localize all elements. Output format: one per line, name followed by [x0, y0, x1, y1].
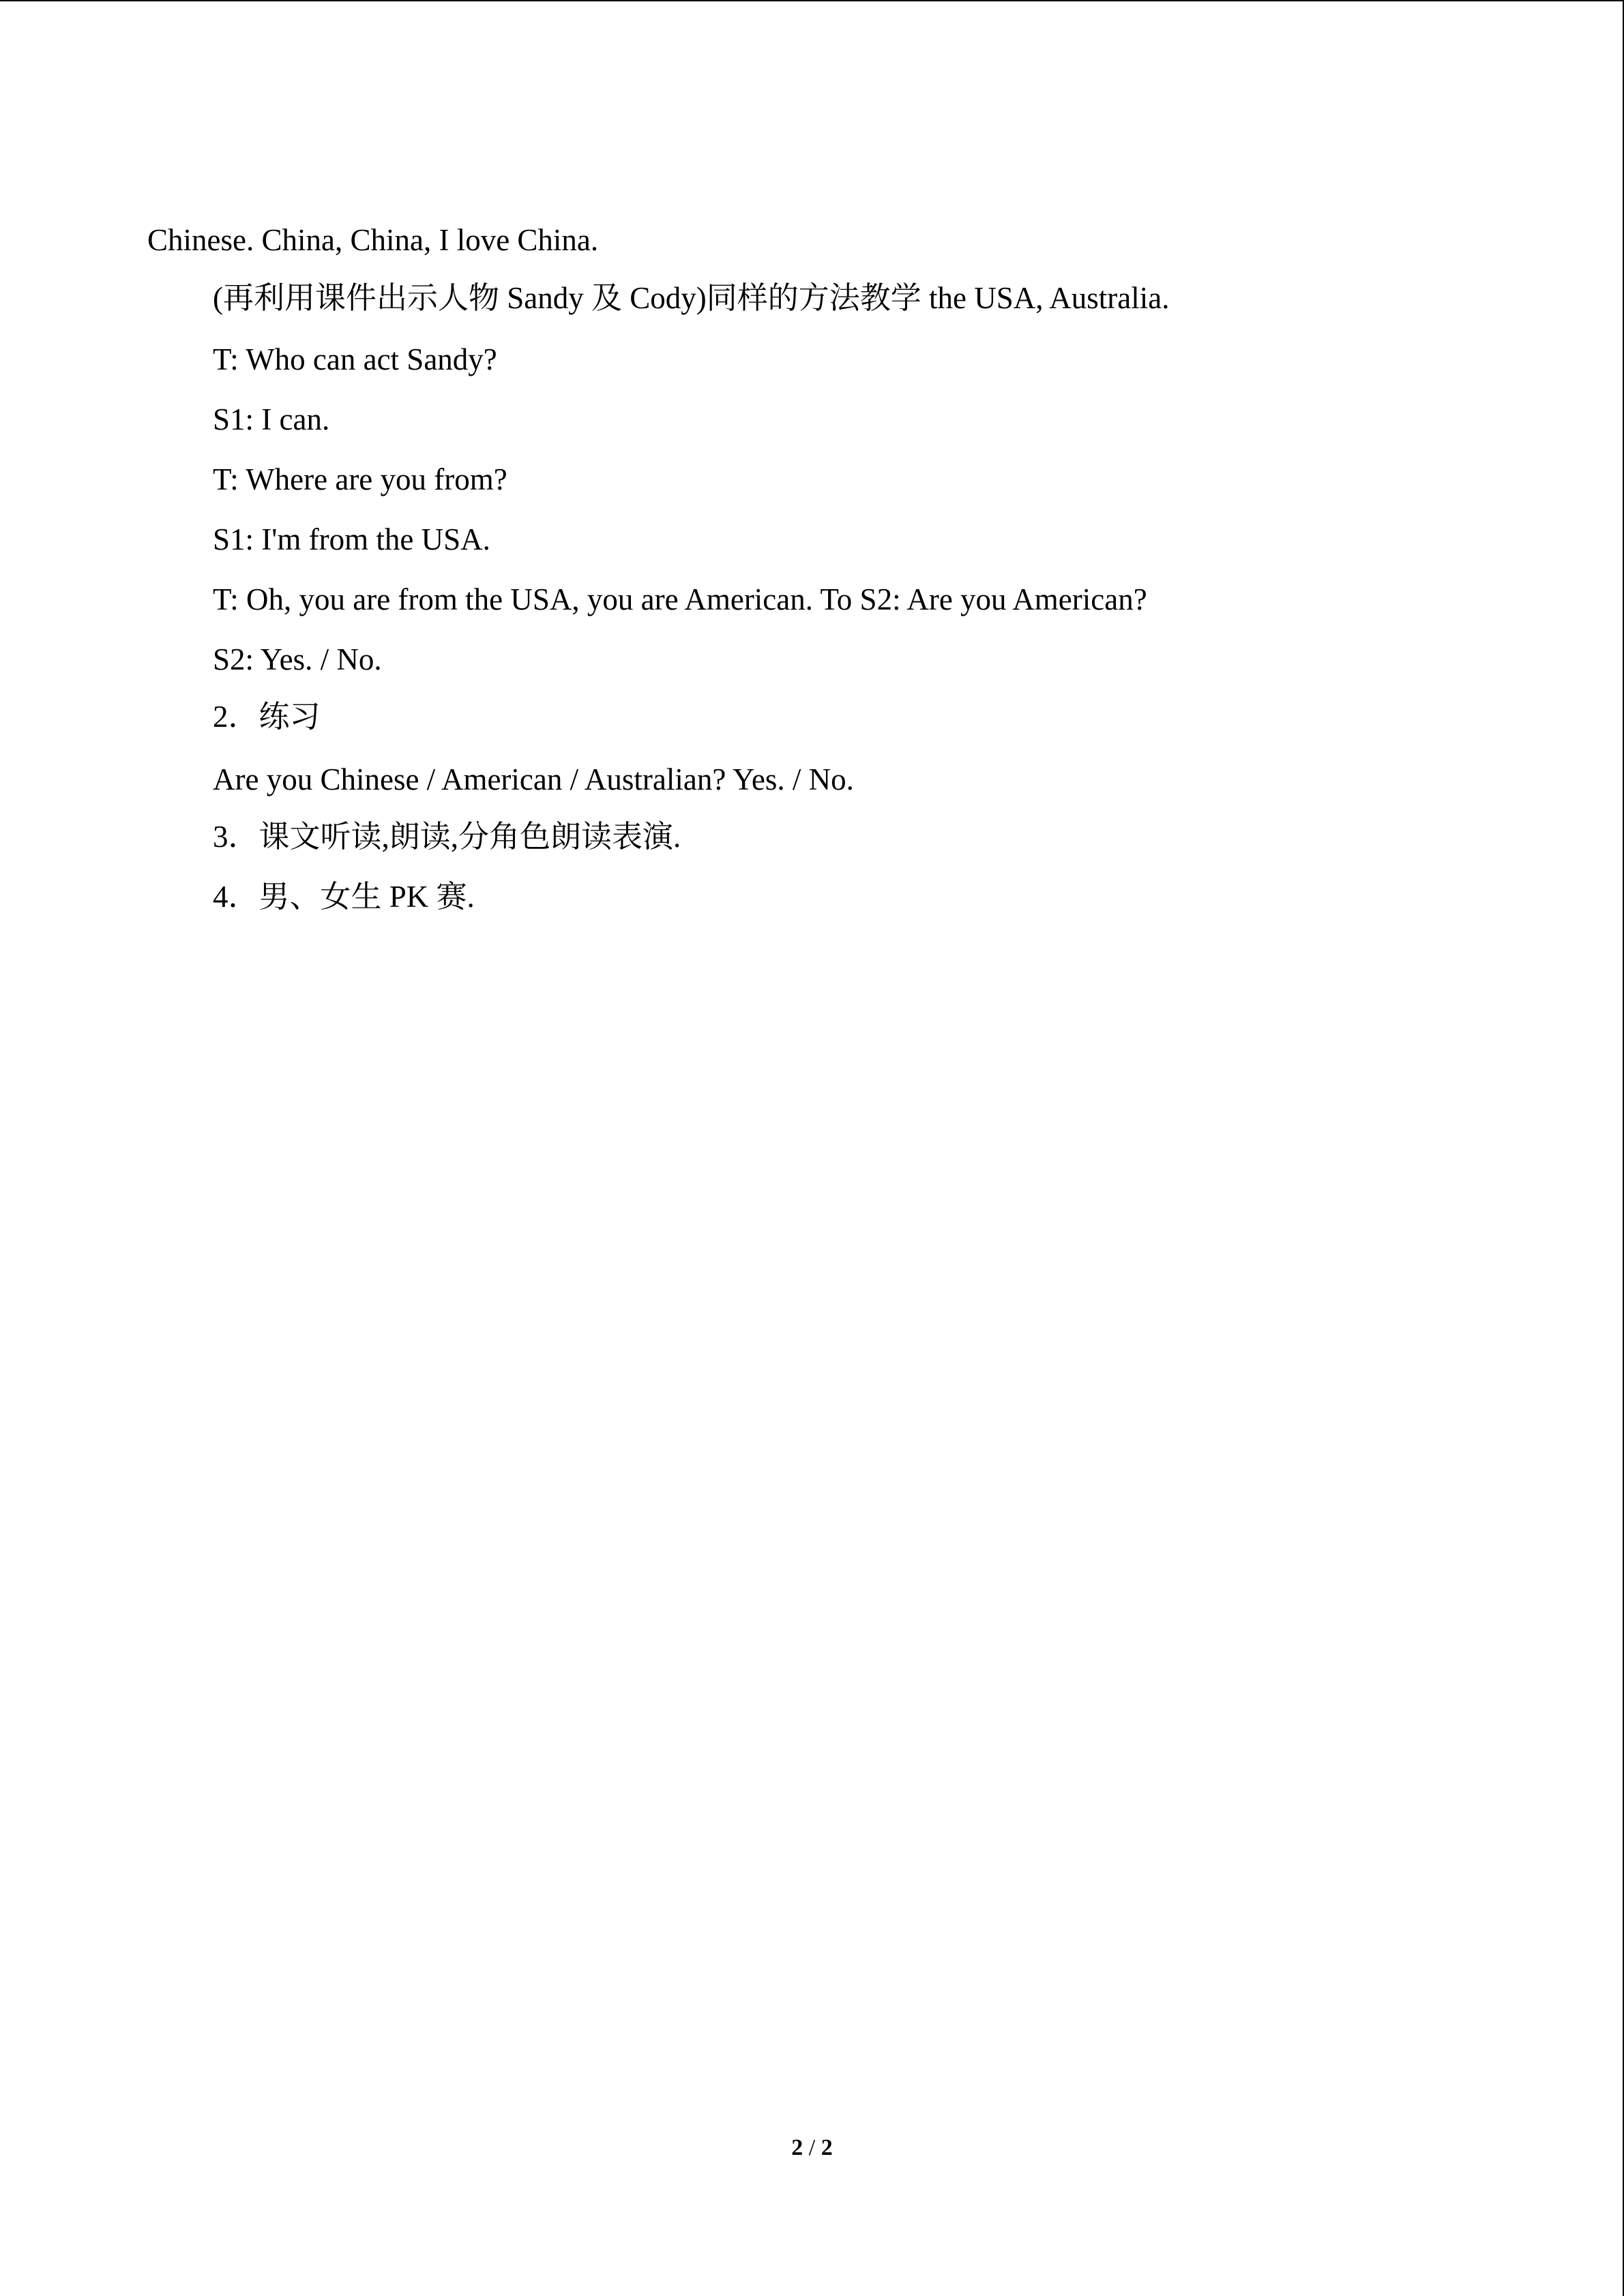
- section-heading-practice: 2．练习: [213, 700, 321, 734]
- page-number-current: 2: [791, 2135, 803, 2160]
- dialogue-line: T: Where are you from?: [213, 462, 507, 496]
- page-number-separator: /: [808, 2135, 816, 2160]
- dialogue-line: T: Oh, you are from the USA, you are American. To S2: Are you American?: [213, 582, 1147, 616]
- section-heading-reading: 3．课文听读,朗读,分角色朗读表演.: [213, 820, 681, 854]
- text-line-continuation: Chinese. China, China, I love China.: [147, 223, 599, 257]
- text-line-instruction: (再利用课件出示人物 Sandy 及 Cody)同样的方法教学 the USA, Australia.: [213, 281, 1170, 315]
- dialogue-line: S1: I'm from the USA.: [213, 522, 490, 556]
- page-number-total: 2: [821, 2135, 833, 2160]
- dialogue-line: T: Who can act Sandy?: [213, 342, 497, 376]
- page-number: [0, 2133, 1624, 2163]
- dialogue-line: S1: I can.: [213, 402, 330, 436]
- dialogue-line: S2: Yes. / No.: [213, 642, 382, 676]
- section-heading-pk: 4．男、女生 PK 赛.: [213, 880, 475, 914]
- practice-line: Are you Chinese / American / Australian? Yes. / No.: [213, 762, 854, 796]
